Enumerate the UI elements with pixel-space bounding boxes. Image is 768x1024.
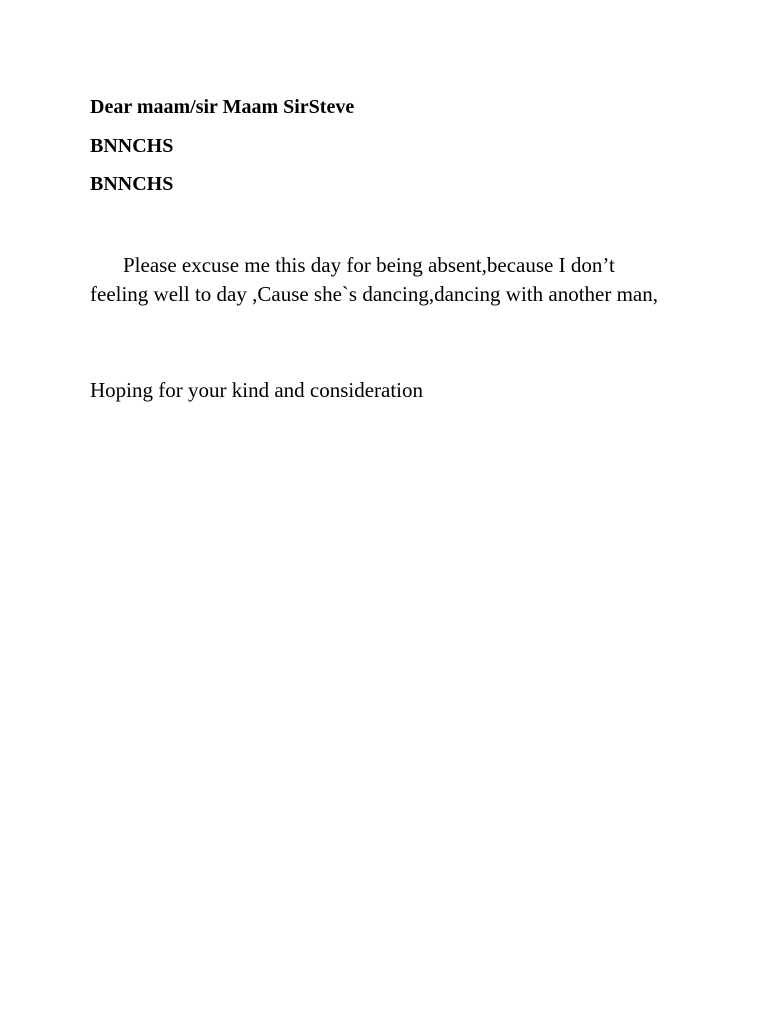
organization-line: BNNCHS	[90, 135, 174, 157]
closing-line: Hoping for your kind and consideration	[90, 378, 424, 402]
salutation-line: Dear maam/sir Maam SirSteve	[90, 96, 355, 118]
organization-line: BNNCHS	[90, 173, 174, 195]
body-paragraph: Please excuse me this day for being absent,because I don’t feeling well to day ,Cause she`s dancing,dancing with another man,	[90, 253, 659, 306]
